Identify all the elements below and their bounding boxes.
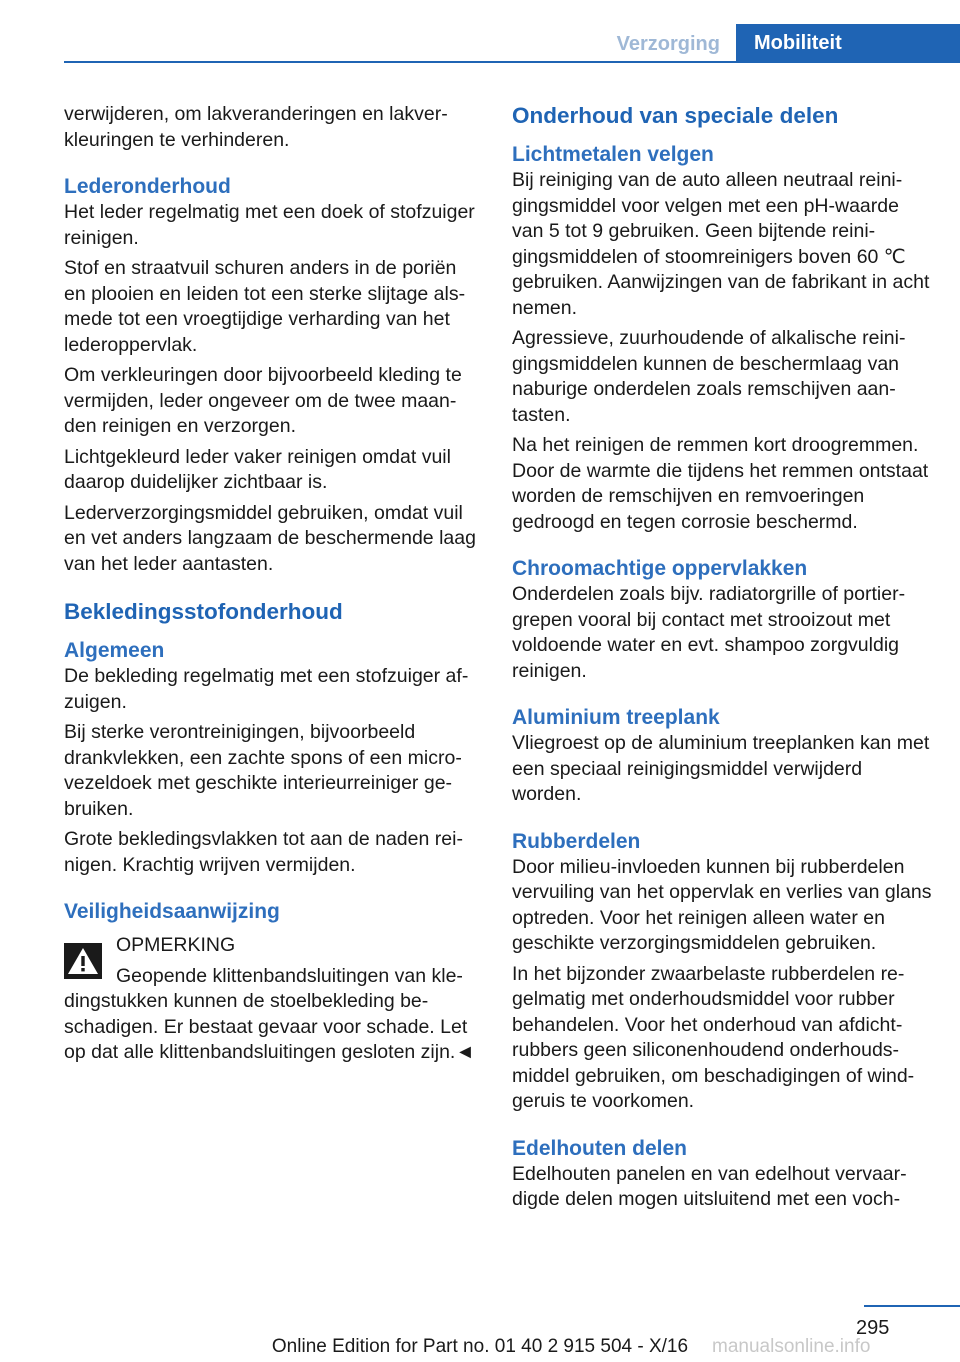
alloy-paragraph-3: Na het reinigen de remmen kort droogremmen. Door de warmte die tijdens het remmen ontstaat worden de remschijven en remvoeringen gedroogd en tegen corrosie beschermd.: [512, 434, 929, 533]
page-number: 295: [856, 1317, 890, 1339]
section-tab-mobiliteit[interactable]: Mobiliteit: [736, 24, 960, 62]
leather-heading: Lederonderhoud: [64, 175, 231, 198]
alloy-heading: Lichtmetalen velgen: [512, 143, 714, 166]
leather-paragraph-1: Het leder regelmatig met een doek of stofzuiger reinigen.: [64, 201, 475, 249]
aluminium-heading: Aluminium treeplank: [512, 706, 720, 729]
upholstery-heading: Bekledingsstofonderhoud: [64, 599, 343, 624]
wood-heading: Edelhouten delen: [512, 1136, 688, 1160]
leather-paragraph-2: Stof en straatvuil schuren anders in de poriën en plooien en leiden tot een sterke slijtage alsmede tot een vroegtijdige verharding van het lederoppervlak.: [64, 257, 466, 356]
alloy-paragraph-1: Bij reiniging van de auto alleen neutraal reinigingsmiddel voor velgen met een pH-waarde van 5 tot 9 gebruiken. Geen bijtende reinigingsmiddelen of stoomreinigers boven 60 ℃ gebruiken. Aanwijzingen van de fabrikant in acht nemen.: [512, 169, 930, 319]
right-column: [512, 102, 932, 1218]
upholstery-paragraph-2: Bij sterke verontreinigingen, bijvoorbeeld drankvlekken, een zachte spons of een microvezeldoek met geschikte interieurreiniger gebruiken.: [64, 721, 462, 820]
edition-footer: Online Edition for Part no. 01 40 2 915 504 - X/16: [271, 1336, 689, 1357]
aluminium-paragraph-1: Vliegroest op de aluminium treeplanken kan met een speciaal reinigingsmiddel verwijderd worden.: [512, 732, 930, 805]
special-parts-heading: Onderhoud van speciale delen: [512, 103, 839, 128]
rubber-paragraph-2: In het bijzonder zwaarbelaste rubberdelen regelmatig met onderhoudsmiddel voor rubber behandelen. Voor het onderhoud van afdichtrubbers geen siliconenhoudend onderhoudsmiddel gebruiken, om beschadigingen of windgeruis te voorkomen.: [512, 962, 915, 1112]
leather-paragraph-3: Om verkleuringen door bijvoorbeeld kleding te vermijden, leder ongeveer om de twee maanden reinigen en verzorgen.: [64, 364, 462, 437]
general-heading: Algemeen: [64, 639, 165, 662]
section-tab-verzorging[interactable]: Verzorging: [616, 33, 720, 55]
header-rule: [64, 61, 960, 63]
upholstery-paragraph-3: Grote bekledingsvlakken tot aan de naden reinigen. Krachtig wrijven vermijden.: [64, 828, 463, 876]
chrome-heading: Chroomachtige oppervlakken: [512, 557, 808, 580]
warning-text: Geopende klittenbandsluitingen van kledingstukken kunnen de stoelbekleding beschadigen. Er bestaat gevaar voor schade. Let op dat alle klittenbandsluitingen gesloten zijn.◄: [64, 964, 475, 1063]
leather-paragraph-5: Lederverzorgingsmiddel gebruiken, omdat vuil en vet anders langzaam de beschermende laag van het leder aantasten.: [64, 501, 476, 575]
warning-triangle-icon: [64, 943, 102, 979]
chrome-paragraph-1: Onderdelen zoals bijv. radiatorgrille of portiergrepen vooral bij contact met strooizout met voldoende water en evt. shampoo zorgvuldig reinigen.: [512, 583, 906, 682]
left-column: [64, 102, 482, 1071]
footer-rule: [864, 1305, 960, 1307]
intro-paragraph: verwijderen, om lakveranderingen en lakverkleuringen te verhinderen.: [64, 103, 448, 151]
alloy-paragraph-2: Agressieve, zuurhoudende of alkalische reinigingsmiddelen kunnen de beschermlaag van naburige onderdelen zoals remschijven aantasten.: [512, 327, 906, 426]
safety-heading: Veiligheidsaanwijzing: [64, 900, 280, 923]
watermark: manualsonline.info: [712, 1336, 871, 1357]
rubber-heading: Rubberdelen: [512, 829, 641, 853]
warning-label: OPMERKING: [116, 934, 236, 956]
leather-paragraph-4: Lichtgekleurd leder vaker reinigen omdat vuil daarop duidelijker zichtbaar is.: [64, 445, 451, 493]
wood-paragraph-1: Edelhouten panelen en van edelhout vervaardigde delen mogen uitsluitend met een voch-: [512, 1162, 907, 1210]
warning-block: [64, 933, 482, 1066]
upholstery-paragraph-1: De bekleding regelmatig met een stofzuiger afzuigen.: [64, 665, 469, 713]
rubber-paragraph-1: Door milieu-invloeden kunnen bij rubberdelen vervuiling van het oppervlak en verlies van glans optreden. Voor het reinigen alleen water en geschikte verzorgingsmiddelen gebruiken.: [512, 855, 932, 954]
